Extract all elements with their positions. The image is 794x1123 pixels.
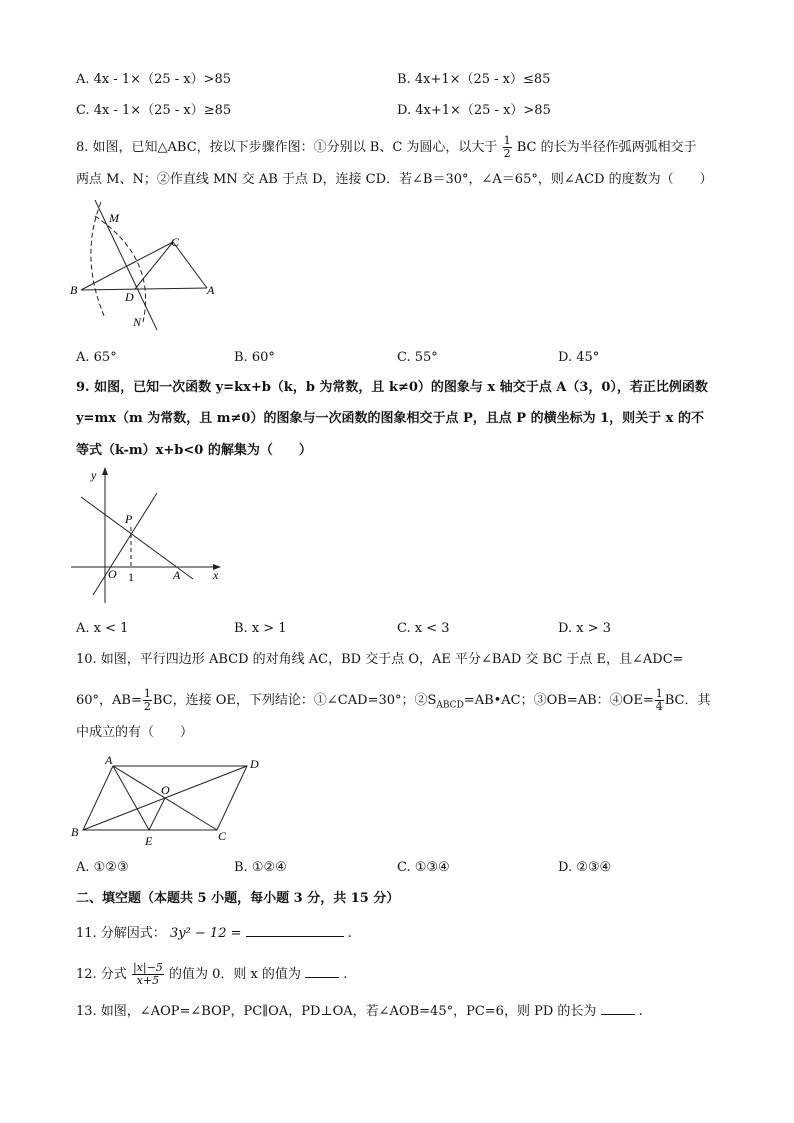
q10-line-2: [76, 688, 710, 714]
q10-option-d: D. ②③④: [558, 860, 612, 875]
q8-fraction: [503, 135, 512, 160]
q10-text-a: 60°，AB=: [76, 693, 142, 708]
q10-text-c: =AB•AC；③OB=AB：④OE=: [463, 693, 654, 708]
q8-line-1: [76, 135, 697, 160]
q12-prefix: 12. 分式: [76, 967, 127, 982]
q11-answer-blank[interactable]: [246, 926, 344, 937]
q10-segment-ae: [113, 766, 149, 830]
q9-label-a: A: [173, 568, 181, 582]
q7-option-c: C. 4x - 1×（25 - x）≥85: [76, 103, 232, 118]
q10-label-a: A: [105, 753, 113, 767]
q13-text: 13. 如图，∠AOP=∠BOP，PC∥OA，PD⊥OA，若∠AOB=45°，PC=6，则 PD 的长为: [76, 1004, 597, 1019]
q12-period: .: [343, 967, 348, 982]
q10-line-1: 10. 如图，平行四边形 ABCD 的对角线 AC，BD 交于点 O，AE 平分∠BAD 交 BC 于点 E，且∠ADC=: [76, 652, 684, 667]
q12-answer-blank[interactable]: [305, 967, 339, 978]
q10-fraction-1: [143, 688, 152, 713]
q8-frac-num: 1: [503, 134, 511, 147]
q8-segment-bc: [81, 242, 173, 290]
q8-option-d: D. 45°: [558, 350, 600, 365]
q9-label-o: O: [108, 567, 117, 581]
q9-option-c: C. x < 3: [397, 621, 450, 636]
q10-text-d: BC．其: [664, 693, 711, 708]
q9-line-2: y=mx（m 为常数，且 m≠0）的图象与一次函数的图象相交于点 P，且点 P 的横坐标为 1，则关于 x 的不: [76, 411, 704, 426]
q9-label-one: 1: [128, 570, 134, 584]
q9-option-d: D. x > 3: [558, 621, 611, 636]
q10-figure: [65, 750, 275, 850]
q12-frac-den: x+5: [136, 974, 160, 987]
q11-expression: 3y² − 12 =: [169, 926, 242, 941]
q7-option-d: D. 4x+1×（25 - x）>85: [397, 103, 551, 118]
q10-line-3: 中成立的有（ ）: [76, 725, 194, 740]
q9-line-mx: [93, 493, 157, 595]
q10-label-c: C: [218, 829, 227, 843]
q10-frac1-num: 1: [143, 687, 151, 700]
q10-text-b: BC，连接 OE，下列结论：①∠CAD=30°；②S: [152, 693, 437, 708]
q8-frac-den: 2: [503, 147, 511, 160]
q10-label-b: B: [71, 825, 79, 839]
q12-fraction: [132, 962, 164, 987]
q8-option-b: B. 60°: [234, 350, 275, 365]
q9-label-y: y: [91, 468, 97, 482]
q8-segment-ba: [81, 288, 207, 290]
q8-text-a: 8. 如图，已知△ABC，按以下步骤作图：①分别以 B、C 为圆心，以大于: [76, 140, 498, 155]
q10-option-b: B. ①②④: [234, 860, 287, 875]
q12-line: [76, 962, 347, 987]
q10-label-d: D: [250, 757, 259, 771]
q10-frac1-den: 2: [143, 700, 151, 713]
q8-line-2: 两点 M、N；②作直线 MN 交 AB 于点 D，连接 CD．若∠B＝30°，∠A＝65°，则∠ACD 的度数为（ ）: [76, 172, 713, 187]
q13-answer-blank[interactable]: [601, 1004, 635, 1015]
q13-period: .: [638, 1004, 643, 1019]
section-2-heading: 二、填空题（本题共 5 小题，每小题 3 分，共 15 分）: [76, 891, 400, 906]
q7-option-a: A. 4x - 1×（25 - x）>85: [76, 72, 232, 87]
q9-y-arrow-icon: [102, 467, 108, 475]
q10-subscript: ABCD: [436, 700, 464, 711]
q11-line: [76, 926, 352, 942]
q9-line-1: 9. 如图，已知一次函数 y=kx+b（k，b 为常数，且 k≠0）的图象与 x 轴交于点 A（3，0），若正比例函数: [76, 380, 708, 395]
q7-option-b: B. 4x+1×（25 - x）≤85: [397, 72, 551, 87]
q13-line: [76, 1004, 643, 1020]
q9-label-p: P: [125, 512, 133, 526]
q8-label-m: M: [109, 211, 119, 225]
q11-prefix: 11. 分解因式：: [76, 926, 166, 941]
q10-frac2-num: 1: [655, 687, 663, 700]
q12-suffix: 的值为 0．则 x 的值为: [168, 967, 301, 982]
q8-label-b: B: [70, 283, 78, 297]
q12-frac-num: |x|−5: [132, 961, 163, 974]
q8-label-d: D: [125, 290, 134, 304]
q9-figure: [65, 465, 225, 607]
q9-option-a: A. x < 1: [76, 621, 129, 636]
q10-label-e: E: [145, 834, 153, 848]
q10-fraction-2: [655, 688, 664, 713]
q8-segment-dc: [135, 242, 173, 289]
q8-line-mn: [95, 200, 157, 330]
q8-option-a: A. 65°: [76, 350, 117, 365]
q8-option-c: C. 55°: [397, 350, 438, 365]
q8-arc-left: [91, 202, 105, 318]
q8-text-b: BC 的长为半径作弧两弧相交于: [516, 140, 697, 155]
q10-option-a: A. ①②③: [76, 860, 129, 875]
q11-period: .: [347, 926, 352, 941]
q8-figure: [65, 198, 225, 338]
q10-label-o: O: [161, 783, 170, 797]
q9-label-x: x: [213, 568, 219, 582]
q9-option-b: B. x > 1: [234, 621, 287, 636]
q9-line-3: 等式（k-m）x+b<0 的解集为（ ）: [76, 443, 312, 458]
q8-label-n: N: [133, 315, 142, 329]
q10-frac2-den: 4: [655, 700, 663, 713]
q8-label-c: C: [171, 235, 180, 249]
q8-label-a: A: [207, 283, 215, 297]
q10-option-c: C. ①③④: [397, 860, 450, 875]
